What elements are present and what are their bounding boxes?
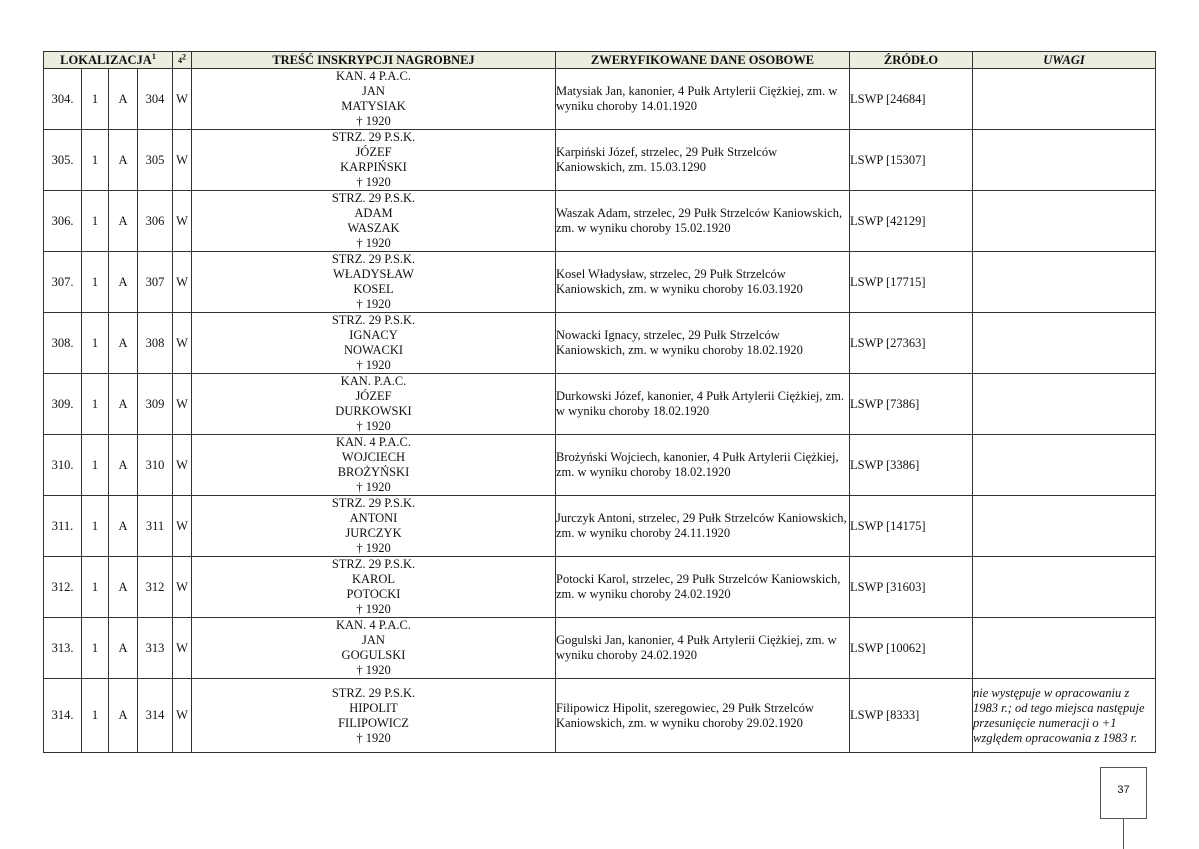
inscription-line: KARPIŃSKI <box>340 160 407 174</box>
inscription-line: KAN. 4 P.A.C. <box>335 69 411 83</box>
table-row <box>44 313 1156 374</box>
cell-rzad: A <box>109 130 138 191</box>
cell-uwagi <box>973 130 1156 191</box>
cell-dane: Kosel Władysław, strzelec, 29 Pułk Strzelców Kaniowskich, zm. w wyniku choroby 16.03.1920 <box>556 252 850 313</box>
inscription-line: DURKOWSKI <box>335 404 412 418</box>
cell-grob: 313 <box>138 618 173 679</box>
cell-zrodlo: LSWP [7386] <box>850 374 973 435</box>
cell-zrodlo: LSWP [10062] <box>850 618 973 679</box>
inscription-line: JAN <box>362 84 385 98</box>
cell-kwatera: 1 <box>82 69 109 130</box>
cell-kwatera: 1 <box>82 374 109 435</box>
cell-zrodlo: LSWP [31603] <box>850 557 973 618</box>
inscription-line: † 1920 <box>356 297 391 311</box>
cell-rzad: A <box>109 69 138 130</box>
inscription-line: JAN <box>362 633 385 647</box>
header-uwagi: UWAGI <box>973 52 1156 69</box>
cell-inscription <box>192 191 556 252</box>
header-dane: ZWERYFIKOWANE DANE OSOBOWE <box>556 52 850 69</box>
cell-kwatera: 1 <box>82 618 109 679</box>
inscription-line: STRZ. 29 P.S.K. <box>331 496 416 510</box>
inscription-line: † 1920 <box>356 480 391 494</box>
cell-uwagi <box>973 496 1156 557</box>
inscription-line: STRZ. 29 P.S.K. <box>331 191 416 205</box>
cell-dane: Gogulski Jan, kanonier, 4 Pułk Artylerii Ciężkiej, zm. w wyniku choroby 24.02.1920 <box>556 618 850 679</box>
cell-w: W <box>173 69 192 130</box>
header-lokalizacja: LOKALIZACJA$^1$ <box>44 52 173 69</box>
table-row <box>44 191 1156 252</box>
cell-zrodlo: LSWP [3386] <box>850 435 973 496</box>
inscription-line: JURCZYK <box>345 526 402 540</box>
cell-grob: 306 <box>138 191 173 252</box>
cell-grob: 314 <box>138 679 173 753</box>
cell-rzad: A <box>109 435 138 496</box>
inscription-line: HIPOLIT <box>349 700 398 715</box>
inscription-line: MATYSIAK <box>341 99 406 113</box>
inscription-line: KAN. P.A.C. <box>340 374 407 388</box>
inscription-line: KOSEL <box>353 282 394 296</box>
header-zrodlo: ŹRÓDŁO <box>850 52 973 69</box>
cell-dane: Waszak Adam, strzelec, 29 Pułk Strzelców Kaniowskich, zm. w wyniku choroby 15.02.1920 <box>556 191 850 252</box>
cell-nr: 313. <box>44 618 82 679</box>
cell-inscription <box>192 130 556 191</box>
cell-w: W <box>173 557 192 618</box>
cell-nr: 310. <box>44 435 82 496</box>
table-row <box>44 435 1156 496</box>
inscription-line: † 1920 <box>356 419 391 433</box>
page-number-line <box>1123 818 1124 849</box>
cell-kwatera: 1 <box>82 435 109 496</box>
cell-dane: Karpiński Józef, strzelec, 29 Pułk Strzelców Kaniowskich, zm. 15.03.1290 <box>556 130 850 191</box>
cell-w: W <box>173 679 192 753</box>
inscription-line: † 1920 <box>356 358 391 372</box>
header-row <box>44 52 1156 69</box>
cell-rzad: A <box>109 557 138 618</box>
cell-inscription <box>192 374 556 435</box>
cell-rzad: A <box>109 374 138 435</box>
cell-zrodlo: LSWP [27363] <box>850 313 973 374</box>
table-row <box>44 496 1156 557</box>
inscription-line: ANTONI <box>349 511 398 525</box>
inscription-line: WOJCIECH <box>341 450 406 464</box>
inscription-line: IGNACY <box>349 328 398 342</box>
cell-dane: Nowacki Ignacy, strzelec, 29 Pułk Strzelców Kaniowskich, zm. w wyniku choroby 18.02.1920 <box>556 313 850 374</box>
inscription-line: † 1920 <box>356 175 391 189</box>
cell-nr: 314. <box>44 679 82 753</box>
cell-inscription <box>192 69 556 130</box>
inscription-line: BROŻYŃSKI <box>337 465 410 479</box>
cell-grob: 305 <box>138 130 173 191</box>
cell-inscription <box>192 557 556 618</box>
cell-uwagi <box>973 191 1156 252</box>
inscription-line: GOGULSKI <box>341 648 406 662</box>
cell-w: W <box>173 130 192 191</box>
cell-inscription <box>192 679 556 753</box>
cell-nr: 306. <box>44 191 82 252</box>
cell-uwagi <box>973 69 1156 130</box>
cell-grob: 312 <box>138 557 173 618</box>
cell-inscription <box>192 435 556 496</box>
cell-zrodlo: LSWP [15307] <box>850 130 973 191</box>
inscription-line: KAN. 4 P.A.C. <box>335 618 411 632</box>
cell-grob: 310 <box>138 435 173 496</box>
cell-rzad: A <box>109 252 138 313</box>
inscription-line: POTOCKI <box>346 587 401 601</box>
inscription-line: KAN. 4 P.A.C. <box>335 435 411 449</box>
cell-grob: 311 <box>138 496 173 557</box>
table-row <box>44 557 1156 618</box>
inscription-line: WASZAK <box>347 221 400 235</box>
cell-w: W <box>173 374 192 435</box>
cell-zrodlo: LSWP [17715] <box>850 252 973 313</box>
cell-kwatera: 1 <box>82 191 109 252</box>
table-row <box>44 618 1156 679</box>
cell-kwatera: 1 <box>82 679 109 753</box>
cell-nr: 308. <box>44 313 82 374</box>
inscription-line: FILIPOWICZ <box>338 715 409 730</box>
cell-dane: Potocki Karol, strzelec, 29 Pułk Strzelców Kaniowskich, zm. w wyniku choroby 24.02.1920 <box>556 557 850 618</box>
cell-zrodlo: LSWP [24684] <box>850 69 973 130</box>
page-number: 37 <box>1117 784 1130 796</box>
inscription-line: † 1920 <box>356 114 391 128</box>
inscription-line: JÓZEF <box>355 145 392 159</box>
cell-grob: 307 <box>138 252 173 313</box>
cell-kwatera: 1 <box>82 130 109 191</box>
cell-uwagi <box>973 435 1156 496</box>
cell-grob: 304 <box>138 69 173 130</box>
inscription-line: † 1920 <box>356 663 391 677</box>
cell-w: W <box>173 191 192 252</box>
inscription-line: KAROL <box>351 572 396 586</box>
cell-dane: Brożyński Wojciech, kanonier, 4 Pułk Artylerii Ciężkiej, zm. w wyniku choroby 18.02.1920 <box>556 435 850 496</box>
header-col-4: $4^2$ <box>173 52 192 69</box>
cell-uwagi <box>973 374 1156 435</box>
cell-grob: 308 <box>138 313 173 374</box>
table-row <box>44 679 1156 753</box>
cell-dane: Filipowicz Hipolit, szeregowiec, 29 Pułk Strzelców Kaniowskich, zm. w wyniku choroby 29.02.1920 <box>556 679 850 753</box>
inscription-line: STRZ. 29 P.S.K. <box>331 557 416 571</box>
cell-w: W <box>173 435 192 496</box>
cell-zrodlo: LSWP [8333] <box>850 679 973 753</box>
cell-nr: 307. <box>44 252 82 313</box>
page-number-box <box>1100 767 1147 819</box>
cell-rzad: A <box>109 496 138 557</box>
cell-zrodlo: LSWP [42129] <box>850 191 973 252</box>
inscription-line: † 1920 <box>356 602 391 616</box>
table-row <box>44 252 1156 313</box>
inscription-line: † 1920 <box>356 236 391 250</box>
cell-nr: 312. <box>44 557 82 618</box>
cell-kwatera: 1 <box>82 313 109 374</box>
inscription-line: STRZ. 29 P.S.K. <box>331 313 416 327</box>
cell-dane: Jurczyk Antoni, strzelec, 29 Pułk Strzelców Kaniowskich, zm. w wyniku choroby 24.11.1920 <box>556 496 850 557</box>
cell-uwagi: nie występuje w opracowaniu z 1983 r.; od tego miejsca następuje przesunięcie numeracji o +1 względem opracowania z 1983 r. <box>973 679 1156 753</box>
inscription-line: JÓZEF <box>355 389 392 403</box>
cell-kwatera: 1 <box>82 557 109 618</box>
cell-rzad: A <box>109 191 138 252</box>
burial-table <box>43 51 1156 753</box>
cell-dane: Durkowski Józef, kanonier, 4 Pułk Artylerii Ciężkiej, zm. w wyniku choroby 18.02.1920 <box>556 374 850 435</box>
inscription-line: † 1920 <box>356 541 391 555</box>
cell-inscription <box>192 496 556 557</box>
cell-uwagi <box>973 313 1156 374</box>
table-row <box>44 69 1156 130</box>
cell-w: W <box>173 618 192 679</box>
cell-inscription <box>192 618 556 679</box>
header-tresc: TREŚĆ INSKRYPCJI NAGROBNEJ <box>192 52 556 69</box>
cell-w: W <box>173 313 192 374</box>
inscription-line: ADAM <box>354 206 393 220</box>
table-row <box>44 374 1156 435</box>
cell-rzad: A <box>109 679 138 753</box>
cell-inscription <box>192 313 556 374</box>
inscription-line: STRZ. 29 P.S.K. <box>331 130 416 144</box>
inscription-line: WŁADYSŁAW <box>333 267 414 281</box>
cell-kwatera: 1 <box>82 252 109 313</box>
cell-grob: 309 <box>138 374 173 435</box>
cell-zrodlo: LSWP [14175] <box>850 496 973 557</box>
cell-nr: 305. <box>44 130 82 191</box>
inscription-line: † 1920 <box>356 730 391 745</box>
cell-uwagi <box>973 252 1156 313</box>
inscription-line: STRZ. 29 P.S.K. <box>331 685 416 700</box>
cell-inscription <box>192 252 556 313</box>
inscription-line: NOWACKI <box>343 343 404 357</box>
table-row <box>44 130 1156 191</box>
cell-w: W <box>173 252 192 313</box>
cell-uwagi <box>973 618 1156 679</box>
cell-dane: Matysiak Jan, kanonier, 4 Pułk Artylerii Ciężkiej, zm. w wyniku choroby 14.01.1920 <box>556 69 850 130</box>
inscription-line: STRZ. 29 P.S.K. <box>331 252 416 266</box>
cell-nr: 309. <box>44 374 82 435</box>
cell-rzad: A <box>109 313 138 374</box>
cell-uwagi <box>973 557 1156 618</box>
cell-rzad: A <box>109 618 138 679</box>
cell-nr: 311. <box>44 496 82 557</box>
cell-nr: 304. <box>44 69 82 130</box>
cell-kwatera: 1 <box>82 496 109 557</box>
cell-w: W <box>173 496 192 557</box>
